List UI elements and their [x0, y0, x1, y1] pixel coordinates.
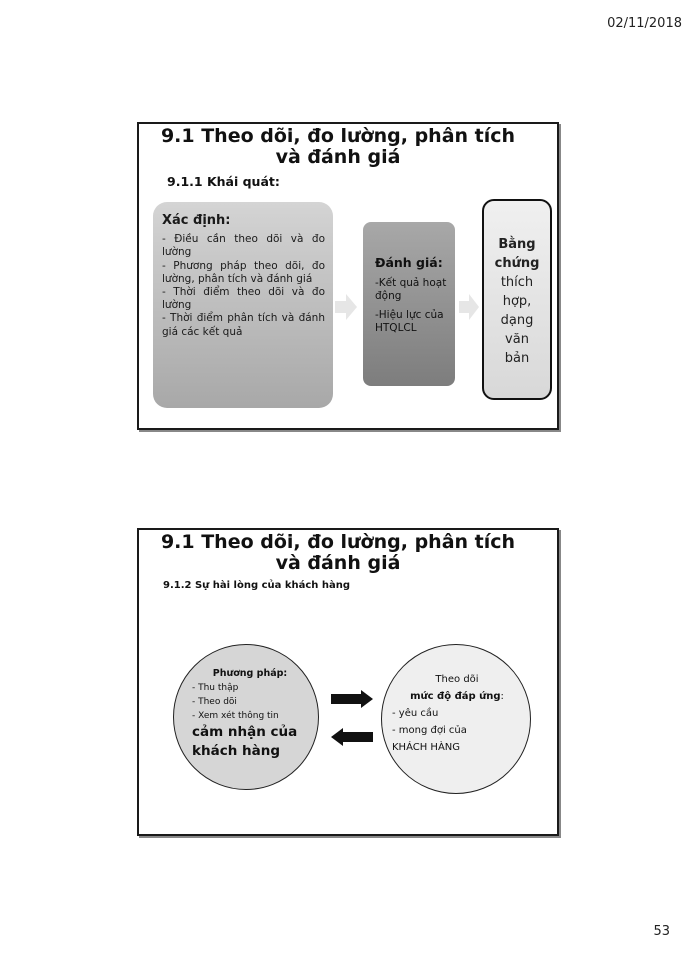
response-item: KHÁCH HÀNG — [392, 742, 461, 753]
arrow-right-icon — [335, 294, 357, 320]
define-item: - Phương pháp theo dõi, đo lường, phân tích và đánh giá — [162, 259, 325, 285]
evidence-line: thích — [500, 275, 534, 290]
slide-2 — [137, 528, 559, 836]
define-box — [153, 202, 333, 408]
evidence-line: bản — [504, 351, 530, 366]
evidence-line: chứng — [494, 256, 540, 271]
slide-title: 9.1 Theo dõi, đo lường, phân tích và đánh giá — [160, 531, 516, 574]
evidence-line: văn — [505, 332, 529, 347]
slide-title: 9.1 Theo dõi, đo lường, phân tích và đánh giá — [160, 125, 516, 168]
response-item: - mong đợi của — [392, 725, 467, 736]
evaluate-heading: Đánh giá: — [375, 255, 443, 270]
response-circle — [381, 644, 531, 794]
arrow-right-icon — [459, 294, 479, 320]
arrow-left-icon — [331, 728, 373, 746]
evidence-box — [482, 199, 552, 400]
method-circle — [173, 644, 319, 790]
method-emphasis: khách hàng — [192, 743, 281, 759]
evidence-line: Bằng — [498, 237, 536, 252]
response-item: - yêu cầu — [392, 708, 439, 719]
define-heading: Xác định: — [162, 213, 231, 228]
slide-subtitle: 9.1.1 Khái quát: — [167, 174, 280, 189]
response-line: Theo dõi — [435, 674, 479, 685]
slide-1 — [137, 122, 559, 430]
method-item: - Thu thập — [192, 683, 239, 693]
evidence-line: hợp, — [502, 294, 532, 309]
evaluate-item: -Kết quả hoạt động — [375, 277, 447, 302]
define-item: - Thời điểm phân tích và đánh giá các kết quả — [162, 312, 325, 338]
evaluate-box — [363, 222, 455, 386]
method-emphasis: cảm nhận của — [192, 724, 298, 740]
evidence-line: dạng — [500, 313, 534, 328]
page-date: 02/11/2018 — [607, 16, 682, 31]
define-item: - Thời điểm theo dõi và đo lường — [162, 286, 325, 312]
method-item: - Theo dõi — [192, 697, 237, 707]
evaluate-item: -Hiệu lực của HTQLCL — [375, 309, 444, 334]
method-heading: Phương pháp: — [212, 668, 288, 679]
response-colon: : — [500, 691, 504, 702]
page-number: 53 — [653, 924, 670, 939]
arrow-right-icon — [331, 690, 373, 708]
method-item: - Xem xét thông tin — [192, 711, 279, 721]
define-item: - Điều cần theo dõi và đo lường — [162, 233, 325, 259]
slide-subtitle: 9.1.2 Sự hài lòng của khách hàng — [163, 580, 351, 591]
response-emphasis: mức độ đáp ứng — [410, 691, 501, 702]
